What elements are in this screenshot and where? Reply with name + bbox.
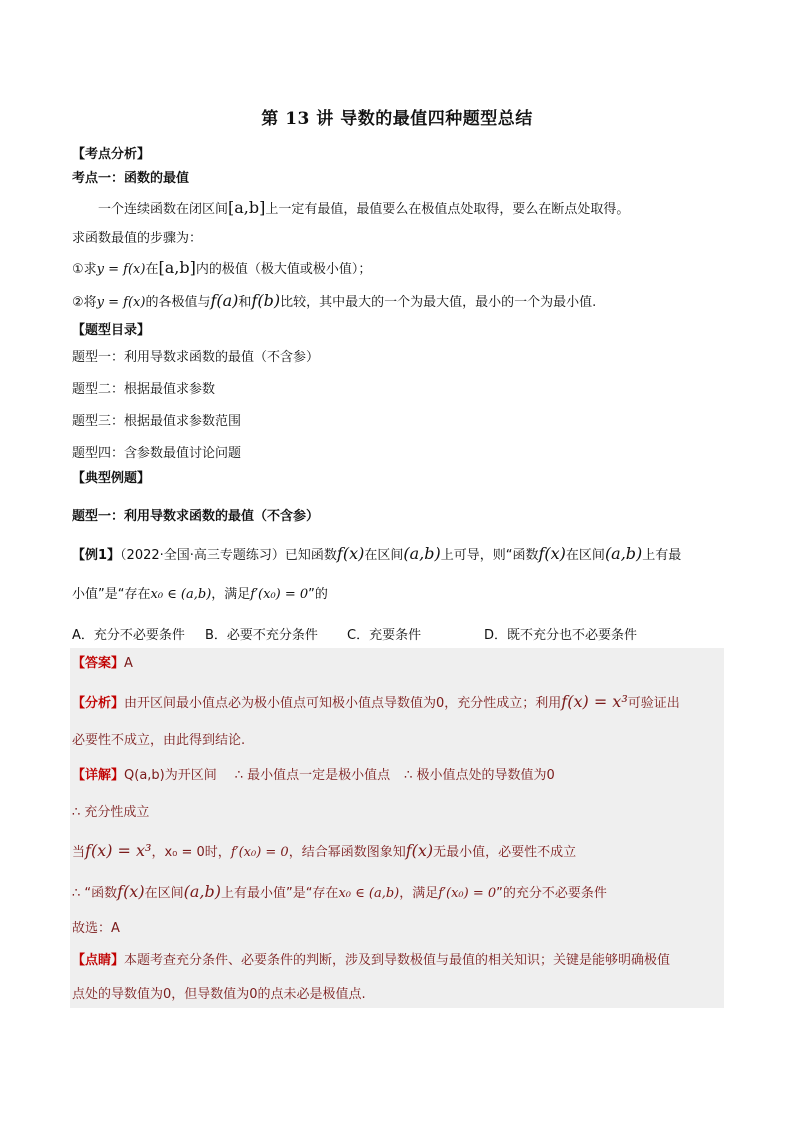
option-c: C．充要条件 xyxy=(347,628,422,643)
steps-label: 求函数最值的步骤为： xyxy=(72,231,203,246)
analysis-line2: 必要性不成立，由此得到结论. xyxy=(72,733,246,748)
type-list-item: 题型二：根据最值求参数 xyxy=(72,382,216,397)
detail-line3: 当f(x) = x³，x₀ = 0时，f′(x₀) = 0，结合幂函数图象知f(x)无最小值，必要性不成立 xyxy=(72,841,577,860)
type-one-heading: 题型一：利用导数求函数的最值（不含参） xyxy=(72,509,320,524)
section-header-dianxing: 【典型例题】 xyxy=(72,471,151,486)
section-header-kaodian: 【考点分析】 xyxy=(72,147,151,162)
choose-line: 故选：A xyxy=(72,921,120,936)
type-list-item: 题型一：利用导数求函数的最值（不含参） xyxy=(72,350,320,365)
option-a: A．充分不必要条件 xyxy=(72,628,185,643)
comment-line2: 点处的导数值为0，但导数值为0的点未必是极值点. xyxy=(72,987,366,1002)
detail-line2: ∴ 充分性成立 xyxy=(72,805,150,820)
example-question-line1: 【例1】（2022·全国·高三专题练习）已知函数f(x)在区间(a,b)上可导，则“函数f(x)在区间(a,b)上有最 xyxy=(72,544,682,563)
type-list-item: 题型四：含参数最值讨论问题 xyxy=(72,446,242,461)
detail-line4: ∴ “函数f(x)在区间(a,b)上有最小值”是“存在x₀ ∈ (a,b)，满足f′(x₀) = 0”的充分不必要条件 xyxy=(72,882,607,901)
intro-paragraph: 一个连续函数在闭区间[a,b]上一定有最值，最值要么在极值点处取得，要么在断点处取得。 xyxy=(98,198,630,217)
comment-line1: 【点睛】本题考查充分条件、必要条件的判断，涉及到导数极值与最值的相关知识；关键是能够明确极值 xyxy=(72,953,671,968)
example-question-line2: 小值”是“存在x₀ ∈ (a,b)，满足f′(x₀) = 0”的 xyxy=(72,587,328,602)
step-one: ①求y = f(x)在[a,b]内的极值（极大值或极小值）； xyxy=(72,258,372,277)
option-b: B．必要不充分条件 xyxy=(205,628,318,643)
analysis-line1: 【分析】由开区间最小值点必为极小值点可知极小值点导数值为0，充分性成立；利用f(x) = x³可验证出 xyxy=(72,692,680,711)
answer-line: 【答案】A xyxy=(72,656,133,671)
option-d: D．既不充分也不必要条件 xyxy=(484,628,638,643)
detail-line1: 【详解】Q(a,b)为开区间 ∴ 最小值点一定是极小值点 ∴ 极小值点处的导数值为0 xyxy=(72,768,555,783)
point-one-heading: 考点一：函数的最值 xyxy=(72,171,190,186)
step-two: ②将y = f(x)的各极值与f(a)和f(b)比较，其中最大的一个为最大值，最小的一个为最小值. xyxy=(72,291,597,310)
type-list-item: 题型三：根据最值求参数范围 xyxy=(72,414,242,429)
closed-interval: [a,b] xyxy=(228,198,266,217)
page-title: 第 13 讲 导数的最值四种题型总结 xyxy=(261,109,533,129)
section-header-tixing: 【题型目录】 xyxy=(72,323,151,338)
